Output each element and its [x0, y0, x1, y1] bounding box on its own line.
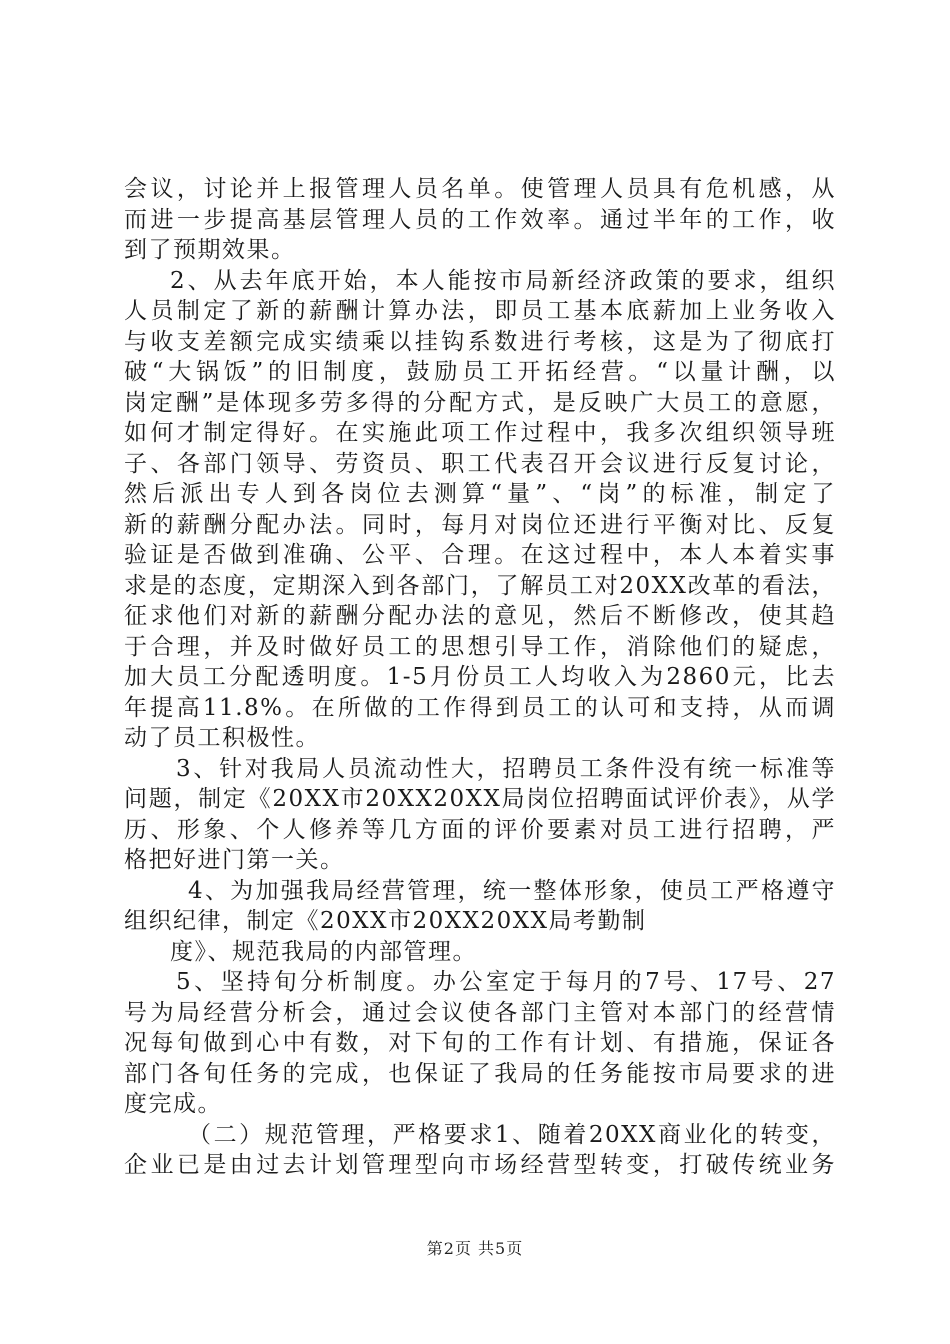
text-line: 新的薪酬分配办法。同时，每月对岗位还进行平衡对比、反复	[124, 511, 836, 538]
text-line: 岗定酬”是体现多劳多得的分配方式，是反映广大员工的意愿，	[124, 389, 836, 416]
text-line: 子、各部门领导、劳资员、职工代表召开会议进行反复讨论，	[124, 450, 836, 477]
text-line: 求是的态度，定期深入到各部门，了解员工对20XX改革的看法，	[124, 572, 836, 599]
paragraph-item-3	[124, 754, 836, 876]
text-line: 而进一步提高基层管理人员的工作效率。通过半年的工作，收	[124, 206, 836, 233]
text-line: 4、为加强我局经营管理，统一整体形象，使员工严格遵守	[188, 877, 836, 904]
text-line: 年提高11.8%。在所做的工作得到员工的认可和支持，从而调	[124, 694, 836, 721]
text-line: 会议，讨论并上报管理人员名单。使管理人员具有危机感，从	[124, 176, 836, 202]
text-line: 度完成。	[124, 1091, 222, 1117]
text-line: 破“大锅饭”的旧制度，鼓励员工开拓经营。“以量计酬，以	[124, 359, 836, 385]
text-line: 然后派出专人到各岗位去测算“量”、“岗”的标准，制定了	[124, 481, 836, 507]
paragraph-item-2	[124, 266, 836, 754]
text-line: 验证是否做到准确、公平、合理。在这过程中，本人本着实事	[124, 542, 836, 568]
text-line: 3、针对我局人员流动性大，招聘员工条件没有统一标准等	[176, 755, 836, 782]
paragraph-item-5	[124, 967, 836, 1120]
text-line: 动了员工积极性。	[124, 725, 320, 751]
text-line: 部门各旬任务的完成，也保证了我局的任务能按市局要求的进	[124, 1060, 836, 1087]
text-line: 征求他们对新的薪酬分配办法的意见，然后不断修改，使其趋	[124, 603, 836, 629]
text-line: 度》、规范我局的内部管理。	[170, 938, 477, 965]
text-line: 人员制定了新的薪酬计算办法，即员工基本底薪加上业务收入	[124, 298, 836, 324]
text-line: 历、形象、个人修养等几方面的评价要素对员工进行招聘，严	[124, 816, 836, 843]
text-line: 2、从去年底开始，本人能按市局新经济政策的要求，组织	[170, 267, 836, 294]
paragraph-continuation	[124, 174, 836, 266]
text-line: 5、坚持旬分析制度。办公室定于每月的7号、17号、27	[176, 969, 836, 995]
text-line: 到了预期效果。	[124, 237, 296, 263]
page-number-footer: 第2页 共5页	[426, 1239, 524, 1258]
text-line: 号为局经营分析会，通过会议使各部门主管对本部门的经营情	[124, 999, 836, 1026]
paragraph-section-2	[124, 1120, 836, 1181]
text-line: 组织纪律，制定《20XX市20XX20XX局考勤制	[124, 908, 647, 934]
paragraph-item-4	[124, 876, 836, 968]
text-line: 企业已是由过去计划管理型向市场经营型转变，打破传统业务	[124, 1152, 836, 1178]
text-line: 加大员工分配透明度。1-5月份员工人均收入为2860元，比去	[124, 664, 836, 690]
document-body	[124, 174, 836, 1181]
text-line: 于合理，并及时做好员工的思想引导工作，消除他们的疑虑，	[124, 633, 836, 660]
text-line: 格把好进门第一关。	[124, 847, 345, 873]
text-line: 况每旬做到心中有数，对下旬的工作有计划、有措施，保证各	[124, 1030, 836, 1056]
text-line: （二）规范管理，严格要求1、随着20XX商业化的转变，	[188, 1121, 836, 1148]
text-line: 与收支差额完成实绩乘以挂钩系数进行考核，这是为了彻底打	[124, 328, 836, 355]
text-line: 如何才制定得好。在实施此项工作过程中，我多次组织领导班	[124, 420, 836, 446]
text-line: 问题，制定《20XX市20XX20XX局岗位招聘面试评价表》，从学	[124, 786, 836, 812]
